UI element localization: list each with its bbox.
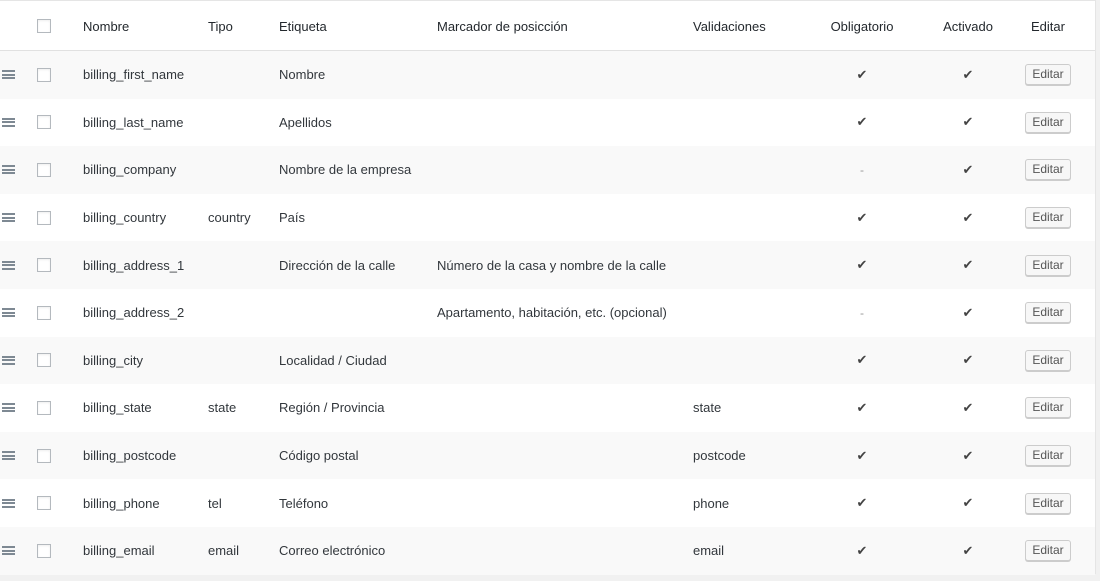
field-type: state bbox=[208, 400, 237, 416]
checkmark-icon: ✔ bbox=[962, 352, 974, 368]
table-row bbox=[0, 432, 1095, 480]
edit-cell bbox=[1020, 146, 1076, 194]
header-required: Obligatorio bbox=[830, 18, 894, 34]
drag-handle-icon[interactable] bbox=[2, 261, 15, 270]
edit-button[interactable]: Editar bbox=[1025, 207, 1070, 228]
table-row bbox=[0, 337, 1095, 385]
row-select-cell[interactable] bbox=[37, 194, 53, 242]
field-placeholder: Número de la casa y nombre de la calle bbox=[437, 257, 667, 273]
checkmark-icon: ✔ bbox=[856, 66, 868, 82]
field-enabled bbox=[918, 194, 1018, 242]
checkmark-icon: ✔ bbox=[962, 542, 974, 558]
drag-handle[interactable] bbox=[0, 241, 16, 289]
field-required bbox=[812, 527, 912, 575]
edit-cell bbox=[1020, 194, 1076, 242]
row-select-cell[interactable] bbox=[37, 51, 53, 99]
checkmark-icon: ✔ bbox=[856, 114, 868, 130]
header-placeholder: Marcador de posicción bbox=[437, 18, 568, 34]
select-all-checkbox[interactable] bbox=[37, 19, 51, 33]
drag-handle[interactable] bbox=[0, 384, 16, 432]
field-name: billing_email bbox=[83, 543, 155, 559]
row-select-cell[interactable] bbox=[37, 384, 53, 432]
row-checkbox[interactable] bbox=[37, 449, 51, 463]
drag-handle[interactable] bbox=[0, 432, 16, 480]
field-label: Región / Provincia bbox=[279, 400, 385, 416]
field-type: country bbox=[208, 210, 251, 226]
checkmark-icon: ✔ bbox=[962, 66, 974, 82]
edit-cell bbox=[1020, 384, 1076, 432]
drag-handle-icon[interactable] bbox=[2, 546, 15, 555]
table-row bbox=[0, 99, 1095, 147]
field-label: Dirección de la calle bbox=[279, 257, 396, 273]
field-enabled bbox=[918, 384, 1018, 432]
drag-handle-icon[interactable] bbox=[2, 165, 15, 174]
field-name: billing_state bbox=[83, 400, 152, 416]
header-validations: Validaciones bbox=[693, 18, 766, 34]
field-placeholder: Apartamento, habitación, etc. (opcional) bbox=[437, 305, 667, 321]
drag-handle[interactable] bbox=[0, 337, 16, 385]
field-label: Código postal bbox=[279, 448, 359, 464]
checkmark-icon: ✔ bbox=[856, 542, 868, 558]
field-enabled bbox=[918, 146, 1018, 194]
row-checkbox[interactable] bbox=[37, 258, 51, 272]
drag-handle-icon[interactable] bbox=[2, 451, 15, 460]
table-row bbox=[0, 479, 1095, 527]
field-validations: phone bbox=[693, 495, 730, 511]
edit-button[interactable]: Editar bbox=[1025, 445, 1070, 466]
drag-handle-icon[interactable] bbox=[2, 499, 15, 508]
table-row bbox=[0, 289, 1095, 337]
edit-button[interactable]: Editar bbox=[1025, 302, 1070, 323]
row-checkbox[interactable] bbox=[37, 401, 51, 415]
field-name: billing_postcode bbox=[83, 448, 177, 464]
field-label: Localidad / Ciudad bbox=[279, 352, 387, 368]
header-name: Nombre bbox=[83, 18, 130, 34]
drag-handle[interactable] bbox=[0, 51, 16, 99]
edit-button[interactable]: Editar bbox=[1025, 255, 1070, 276]
drag-handle-icon[interactable] bbox=[2, 70, 15, 79]
field-name: billing_first_name bbox=[83, 67, 185, 83]
field-label: Apellidos bbox=[279, 114, 332, 130]
drag-handle-icon[interactable] bbox=[2, 118, 15, 127]
field-enabled bbox=[918, 241, 1018, 289]
not-required-dash: - bbox=[860, 305, 864, 320]
checkmark-icon: ✔ bbox=[856, 447, 868, 463]
field-required bbox=[812, 384, 912, 432]
drag-handle[interactable] bbox=[0, 146, 16, 194]
field-required bbox=[812, 337, 912, 385]
checkmark-icon: ✔ bbox=[856, 257, 868, 273]
field-name: billing_country bbox=[83, 210, 167, 226]
field-required bbox=[812, 51, 912, 99]
field-required bbox=[812, 146, 912, 194]
checkmark-icon: ✔ bbox=[962, 257, 974, 273]
row-select-cell[interactable] bbox=[37, 99, 53, 147]
edit-button[interactable]: Editar bbox=[1025, 64, 1070, 85]
field-validations: email bbox=[693, 543, 725, 559]
drag-handle[interactable] bbox=[0, 527, 16, 575]
not-required-dash: - bbox=[860, 162, 864, 177]
field-required bbox=[812, 99, 912, 147]
field-name: billing_phone bbox=[83, 495, 160, 511]
field-required bbox=[812, 241, 912, 289]
table-row bbox=[0, 384, 1095, 432]
row-select-cell[interactable] bbox=[37, 432, 53, 480]
edit-cell bbox=[1020, 289, 1076, 337]
edit-button[interactable]: Editar bbox=[1025, 540, 1070, 561]
row-select-cell[interactable] bbox=[37, 146, 53, 194]
field-required bbox=[812, 479, 912, 527]
field-validations: state bbox=[693, 400, 722, 416]
header-enabled: Activado bbox=[943, 18, 993, 34]
drag-handle[interactable] bbox=[0, 99, 16, 147]
checkmark-icon: ✔ bbox=[962, 304, 974, 320]
field-required bbox=[812, 194, 912, 242]
field-label: Nombre bbox=[279, 67, 326, 83]
edit-cell bbox=[1020, 432, 1076, 480]
table-row bbox=[0, 527, 1095, 575]
field-type: email bbox=[208, 543, 240, 559]
checkmark-icon: ✔ bbox=[962, 447, 974, 463]
table-row bbox=[0, 51, 1095, 99]
field-label: País bbox=[279, 210, 306, 226]
edit-cell bbox=[1020, 527, 1076, 575]
drag-handle[interactable] bbox=[0, 289, 16, 337]
field-enabled bbox=[918, 289, 1018, 337]
row-checkbox[interactable] bbox=[37, 544, 51, 558]
field-enabled bbox=[918, 51, 1018, 99]
checkmark-icon: ✔ bbox=[856, 209, 868, 225]
drag-handle-icon[interactable] bbox=[2, 403, 15, 412]
field-name: billing_company bbox=[83, 162, 177, 178]
edit-button[interactable]: Editar bbox=[1025, 350, 1070, 371]
field-label: Correo electrónico bbox=[279, 543, 386, 559]
edit-button[interactable]: Editar bbox=[1025, 493, 1070, 514]
row-checkbox[interactable] bbox=[37, 68, 51, 82]
drag-handle[interactable] bbox=[0, 194, 16, 242]
edit-button[interactable]: Editar bbox=[1025, 397, 1070, 418]
drag-handle-icon[interactable] bbox=[2, 356, 15, 365]
edit-button[interactable]: Editar bbox=[1025, 159, 1070, 180]
drag-handle-icon[interactable] bbox=[2, 213, 15, 222]
row-select-cell[interactable] bbox=[37, 479, 53, 527]
row-select-cell[interactable] bbox=[37, 527, 53, 575]
row-checkbox[interactable] bbox=[37, 115, 51, 129]
edit-cell bbox=[1020, 51, 1076, 99]
field-type: tel bbox=[208, 495, 222, 511]
field-enabled bbox=[918, 479, 1018, 527]
table-row bbox=[0, 194, 1095, 242]
field-name: billing_city bbox=[83, 352, 143, 368]
select-all-cell[interactable] bbox=[37, 2, 53, 50]
checkmark-icon: ✔ bbox=[856, 399, 868, 415]
row-checkbox[interactable] bbox=[37, 163, 51, 177]
edit-cell bbox=[1020, 479, 1076, 527]
field-required bbox=[812, 289, 912, 337]
checkmark-icon: ✔ bbox=[962, 161, 974, 177]
field-name: billing_address_1 bbox=[83, 257, 185, 273]
field-label: Nombre de la empresa bbox=[279, 162, 412, 178]
field-enabled bbox=[918, 99, 1018, 147]
field-name: billing_last_name bbox=[83, 114, 184, 130]
header-edit: Editar bbox=[1031, 18, 1065, 34]
header-type: Tipo bbox=[208, 18, 233, 34]
row-checkbox[interactable] bbox=[37, 306, 51, 320]
row-select-cell[interactable] bbox=[37, 241, 53, 289]
checkmark-icon: ✔ bbox=[856, 352, 868, 368]
field-enabled bbox=[918, 432, 1018, 480]
checkmark-icon: ✔ bbox=[962, 209, 974, 225]
row-checkbox[interactable] bbox=[37, 496, 51, 510]
field-label: Teléfono bbox=[279, 495, 329, 511]
row-select-cell[interactable] bbox=[37, 337, 53, 385]
checkmark-icon: ✔ bbox=[962, 114, 974, 130]
checkmark-icon: ✔ bbox=[962, 399, 974, 415]
field-required bbox=[812, 432, 912, 480]
field-name: billing_address_2 bbox=[83, 305, 185, 321]
drag-handle[interactable] bbox=[0, 479, 16, 527]
table-header bbox=[0, 2, 1095, 51]
table-row bbox=[0, 146, 1095, 194]
checkmark-icon: ✔ bbox=[856, 495, 868, 511]
row-select-cell[interactable] bbox=[37, 289, 53, 337]
checkmark-icon: ✔ bbox=[962, 495, 974, 511]
row-checkbox[interactable] bbox=[37, 211, 51, 225]
field-enabled bbox=[918, 527, 1018, 575]
header-label: Etiqueta bbox=[279, 18, 327, 34]
row-checkbox[interactable] bbox=[37, 353, 51, 367]
edit-cell bbox=[1020, 337, 1076, 385]
edit-cell bbox=[1020, 99, 1076, 147]
edit-cell bbox=[1020, 241, 1076, 289]
edit-button[interactable]: Editar bbox=[1025, 112, 1070, 133]
table-row bbox=[0, 241, 1095, 289]
drag-handle-icon[interactable] bbox=[2, 308, 15, 317]
field-validations: postcode bbox=[693, 448, 746, 464]
field-enabled bbox=[918, 337, 1018, 385]
